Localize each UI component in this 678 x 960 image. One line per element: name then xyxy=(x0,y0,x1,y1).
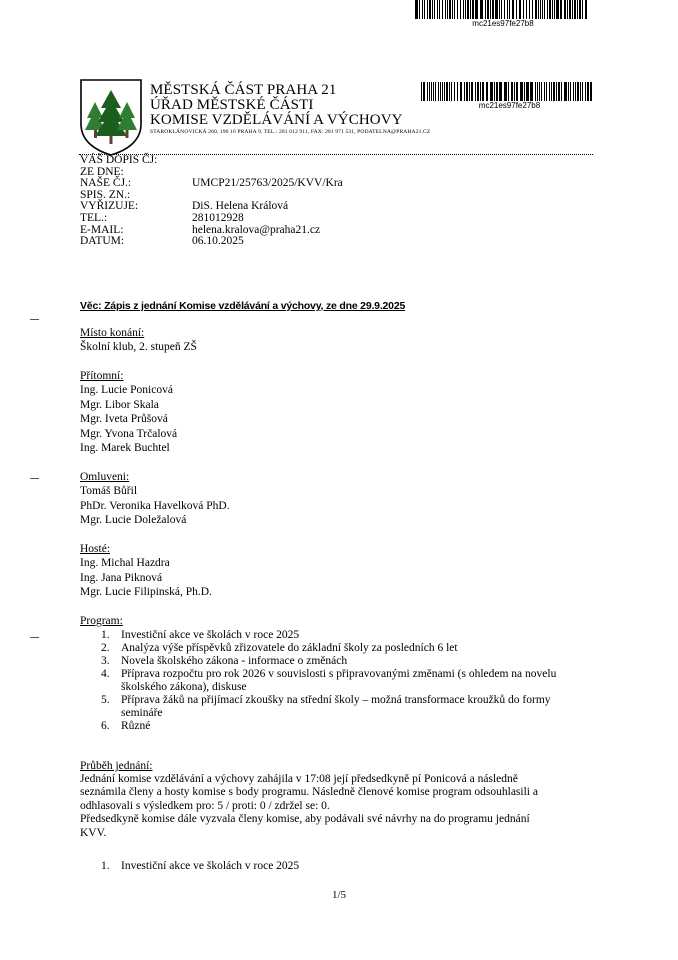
meta-row xyxy=(80,155,343,167)
guests-heading: Hosté: xyxy=(80,543,111,555)
meta-label: TEL.: xyxy=(80,211,108,224)
program-item xyxy=(80,694,620,720)
program-item-text: Investiční akce ve školách v roce 2025 xyxy=(121,629,300,641)
present-list xyxy=(80,384,177,457)
program-item xyxy=(80,668,620,694)
program-item-number: 6. xyxy=(101,720,110,732)
meta-label: DATUM: xyxy=(80,235,125,248)
meta-value: 06.10.2025 xyxy=(192,235,244,248)
excused-list xyxy=(80,485,230,529)
present-heading: Přítomní: xyxy=(80,370,124,382)
guest-name: Ing. Michal Hazdra xyxy=(80,557,170,569)
top-barcode-code: mc21es97fe27b8 xyxy=(472,19,534,28)
section-1-num: 1. xyxy=(101,860,110,872)
program-item-number: 2. xyxy=(101,642,110,654)
guests-list xyxy=(80,557,212,601)
venue-heading: Místo konání: xyxy=(80,327,145,339)
meta-block xyxy=(80,155,343,248)
proceedings-line: Předsedkyně komise dále vyzvala členy komise, aby podávali své návrhy na do programu jednání xyxy=(80,813,530,826)
header-address: STAROKLÁNOVICKÁ 260, 190 16 PRAHA 9, TEL.: 281 012 911, FAX: 281 971 531, PODATELNA@PRAHA21.CZ xyxy=(150,129,431,135)
program-item-text: Příprava žáků na přijímací zkoušky na střední školy – možná transformace kroužků do formy xyxy=(121,694,551,706)
guest-name: Mgr. Lucie Filipinská, Ph.D. xyxy=(80,586,212,599)
program-heading: Program: xyxy=(80,615,123,627)
venue-text: Školní klub, 2. stupeň ZŠ xyxy=(80,341,197,353)
proceedings-line: seznámila členy a hosty komise s body programu. Následně členové komise program odsouhlasili a xyxy=(80,786,538,799)
proceedings-text xyxy=(80,773,538,840)
meta-label: E-MAIL: xyxy=(80,223,124,236)
program-item xyxy=(80,720,620,733)
meta-value: 281012928 xyxy=(192,211,244,224)
present-name: Ing. Lucie Ponicová xyxy=(80,384,173,396)
program-item-text: Novela školského zákona - informace o změnách xyxy=(121,655,348,667)
excused-heading: Omluveni: xyxy=(80,471,130,483)
subject-line: Věc: Zápis z jednání Komise vzdělávání a výchovy, ze dne 29.9.2025 xyxy=(80,300,406,312)
program-item-number: 1. xyxy=(101,629,110,641)
header-barcode-code: mc21es97fe27b8 xyxy=(478,101,541,110)
present-name: Mgr. Iveta Průšová xyxy=(80,413,168,426)
page-number: 1/5 xyxy=(331,889,347,901)
meta-label: SPIS. ZN.: xyxy=(80,188,131,201)
program-item-text: Analýza výše příspěvků zřizovatele do základní školy za posledních 6 let xyxy=(121,642,458,654)
program-item xyxy=(80,642,620,655)
excused-name: PhDr. Veronika Havelková PhD. xyxy=(80,499,230,512)
meta-value: UMCP21/25763/2025/KVV/Kra xyxy=(192,177,343,190)
section-1-title: Investiční akce ve školách v roce 2025 xyxy=(121,860,300,872)
proceedings-line: odhlasovali s výsledkem pro: 5 / proti: 0 / zdržel se: 0. xyxy=(80,799,330,812)
program-item-number: 3. xyxy=(101,655,110,667)
proceedings-heading: Průběh jednání: xyxy=(80,760,153,772)
header-line-2: ÚŘAD MĚSTSKÉ ČÁSTI xyxy=(150,97,314,113)
meta-label: VÁŠ DOPIS ČJ: xyxy=(80,154,158,166)
program-list xyxy=(80,629,620,733)
excused-name: Mgr. Lucie Doležalová xyxy=(80,514,187,527)
margin-mark xyxy=(30,319,39,320)
present-name: Mgr. Libor Skala xyxy=(80,398,159,411)
meta-value: DiS. Helena Králová xyxy=(192,200,289,213)
program-item-text: Různé xyxy=(121,720,151,732)
program-item-text: školského zákona), diskuse xyxy=(121,681,247,693)
meta-label: ZE DNE: xyxy=(80,165,124,178)
present-name: Ing. Marek Buchtel xyxy=(80,442,170,455)
excused-name: Tomáš Bůřil xyxy=(80,485,138,497)
header-barcode xyxy=(421,82,598,110)
program-item-text: semináře xyxy=(121,707,163,719)
program-item-number: 5. xyxy=(101,694,110,706)
meta-label: NAŠE ČJ.: xyxy=(80,177,132,190)
program-item xyxy=(80,629,620,642)
program-item-text: Příprava rozpočtu pro rok 2026 v souvislosti s připravovanými změnami (s ohledem na novelu xyxy=(121,668,557,680)
meta-label: VYŘIZUJE: xyxy=(80,200,139,213)
proceedings-line: Jednání komise vzdělávání a výchovy zahájila v 17:08 její předsedkyně pí Ponicová a následně xyxy=(80,773,518,785)
meta-row xyxy=(80,213,343,225)
coat-of-arms-icon xyxy=(79,78,143,156)
header-line-3: KOMISE VZDĚLÁVÁNÍ A VÝCHOVY xyxy=(150,112,403,128)
program-item xyxy=(80,655,620,668)
present-name: Mgr. Yvona Trčalová xyxy=(80,427,178,440)
meta-row xyxy=(80,236,343,248)
margin-mark xyxy=(30,478,39,479)
coat-of-arms-logo xyxy=(79,78,143,156)
meta-value: helena.kralova@praha21.cz xyxy=(192,223,321,236)
header-line-1: MĚSTSKÁ ČÁST PRAHA 21 xyxy=(150,82,337,98)
top-barcode xyxy=(415,0,591,28)
margin-mark xyxy=(30,637,39,638)
program-item-number: 4. xyxy=(101,668,110,680)
proceedings-line: KVV. xyxy=(80,826,107,839)
guest-name: Ing. Jana Piknová xyxy=(80,571,163,584)
